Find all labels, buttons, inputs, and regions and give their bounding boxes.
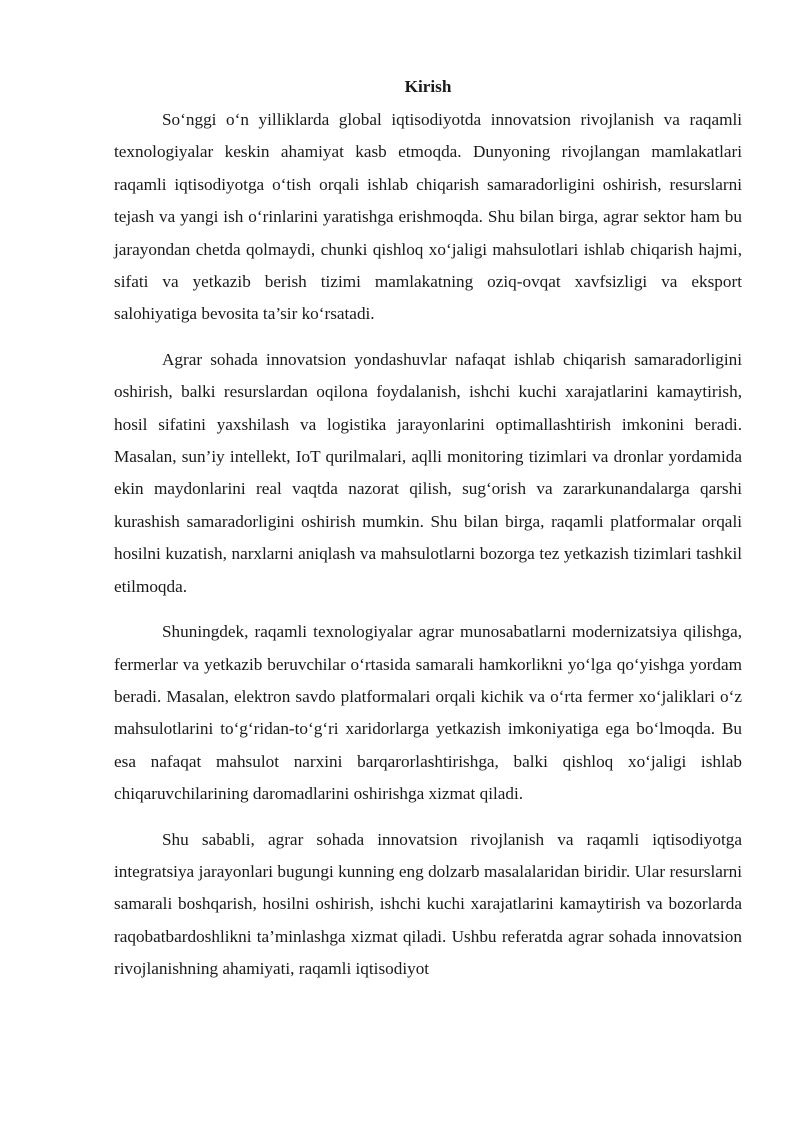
page-title: Kirish [404, 77, 452, 96]
paragraph-3: Shuningdek, raqamli texnologiyalar agrar munosabatlarni modernizatsiya qilishga, fermerlar va yetkazib beruvchilar o‘rtasida samarali hamkorlikni yo‘lga qo‘yishga yordam beradi. Masalan, elektron savdo platformalari orqali kichik va o‘rta fermer xo‘jaliklari o‘z mahsulotlarini to‘g‘ridan-to‘g‘ri xaridorlarga yetkazish imkoniyatiga ega bo‘lmoqda. Bu esa nafaqat mahsulot narxini barqarorlashtirishga, balki qishloq xo‘jaligi ishlab chiqaruvchilarining daromadlarini oshirishga xizmat qiladi. [114, 622, 742, 804]
paragraph-1: So‘nggi o‘n yilliklarda global iqtisodiyotda innovatsion rivojlanish va raqamli texnologiyalar keskin ahamiyat kasb etmoqda. Dunyoning rivojlangan mamlakatlari raqamli iqtisodiyotga o‘tish orqali ishlab chiqarish samaradorligini oshirish, resurslarni tejash va yangi ish o‘rinlarini yaratishga erishmoqda. Shu bilan birga, agrar sektor ham bu jarayondan chetda qolmaydi, chunki qishloq xo‘jaligi mahsulotlari ishlab chiqarish hajmi, sifati va yetkazib berish tizimi mamlakatning oziq-ovqat xavfsizligi va eksport salohiyatiga bevosita ta’sir ko‘rsatadi. [114, 110, 742, 324]
paragraph-4: Shu sababli, agrar sohada innovatsion rivojlanish va raqamli iqtisodiyotga integratsiya jarayonlari bugungi kunning eng dolzarb masalalaridan biridir. Ular resurslarni samarali boshqarish, hosilni oshirish, ishchi kuchi xarajatlarini kamaytirish va bozorlarda raqobatbardoshlikni ta’minlashga xizmat qiladi. Ushbu referatda agrar sohada innovatsion rivojlanishning ahamiyati, raqamli iqtisodiyot [114, 829, 742, 979]
paragraph-2: Agrar sohada innovatsion yondashuvlar nafaqat ishlab chiqarish samaradorligini oshirish, balki resurslardan oqilona foydalanish, ishchi kuchi xarajatlarini kamaytirish, hosil sifatini yaxshilash va logistika jarayonlarini optimallashtirish imkonini beradi. Masalan, sun’iy intellekt, IoT qurilmalari, aqlli monitoring tizimlari va dronlar yordamida ekin maydonlarini real vaqtda nazorat qilish, sug‘orish va zararkunandalarga qarshi kurashish samaradorligini oshirish mumkin. Shu bilan birga, raqamli platformalar orqali hosilni kuzatish, narxlarni aniqlash va mahsulotlarni bozorga tez yetkazish tizimlari tashkil etilmoqda. [114, 349, 742, 596]
document-page [114, 70, 742, 999]
